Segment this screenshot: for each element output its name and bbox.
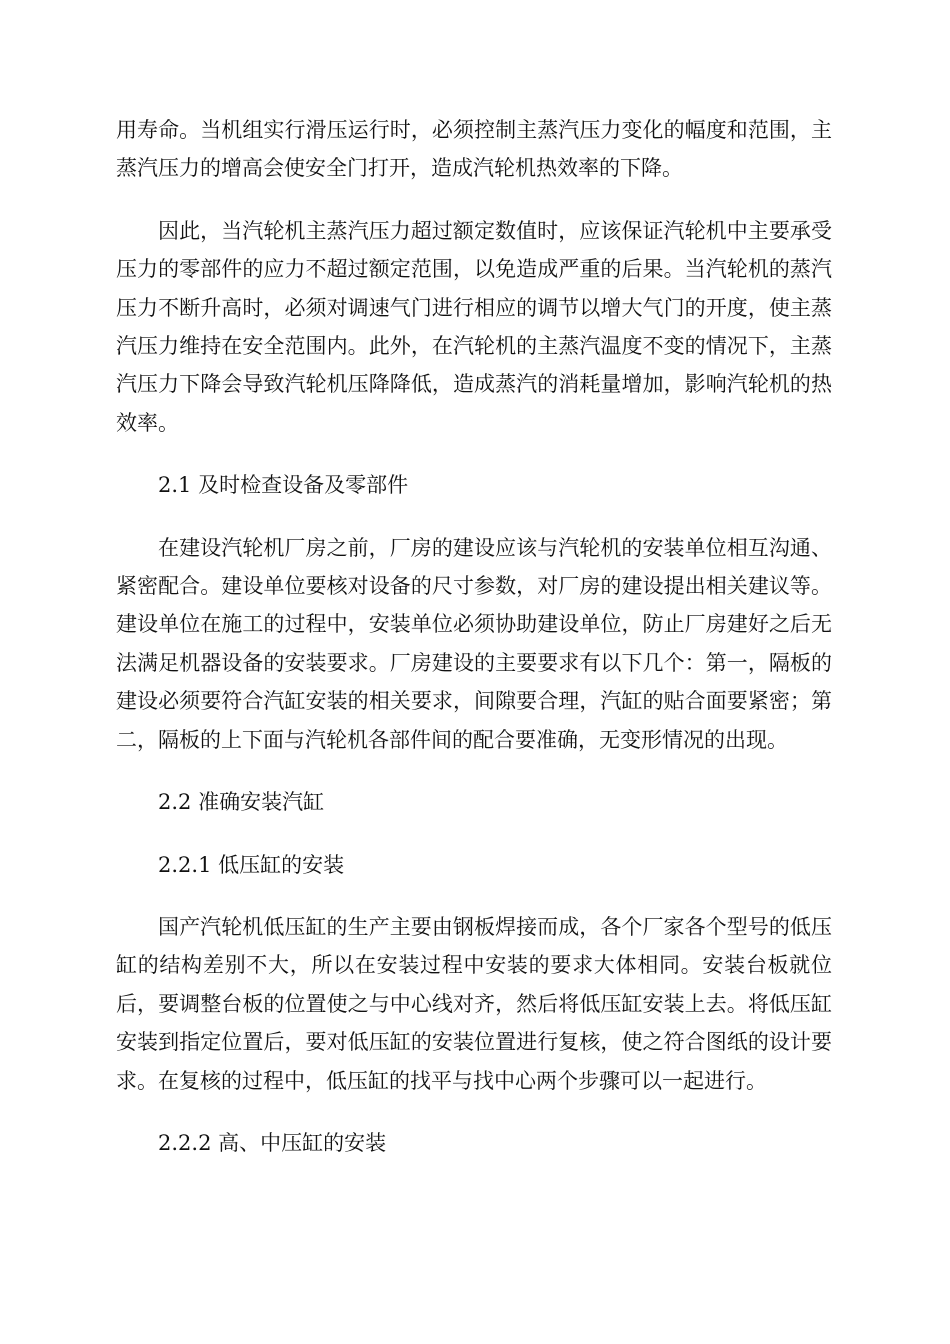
heading-2-1: 2.1 及时检查设备及零部件 [158, 473, 409, 498]
heading-2-2: 2.2 准确安装汽缸 [158, 790, 325, 815]
paragraph-low-pressure-cylinder: 国产汽轮机低压缸的生产主要由钢板焊接而成，各个厂家各个型号的低压缸的结构差别不大，所以在安装过程中安装的要求大体相同。安装台板就位后，要调整台板的位置使之与中心线对齐，然后将低压缸安装上去。将低压缸安装到指定位置后，要对低压缸的安装位置进行复核，使之符合图纸的设计要求。在复核的过程中，低压缸的找平与找中心两个步骤可以一起进行。 [116, 914, 832, 1093]
paragraph-service-life: 用寿命。当机组实行滑压运行时，必须控制主蒸汽压力变化的幅度和范围，主蒸汽压力的增高会使安全门打开，造成汽轮机热效率的下降。 [116, 118, 832, 181]
heading-2-2-1: 2.2.1 低压缸的安装 [158, 852, 345, 877]
paragraph-plant-construction: 在建设汽轮机厂房之前，厂房的建设应该与汽轮机的安装单位相互沟通、紧密配合。建设单位要核对设备的尺寸参数，对厂房的建设提出相关建议等。建设单位在施工的过程中，安装单位必须协助建设单位，防止厂房建好之后无法满足机器设备的安装要求。厂房建设的主要要求有以下几个：第一，隔板的建设必须要符合汽缸安装的相关要求，间隙要合理，汽缸的贴合面要紧密；第二，隔板的上下面与汽轮机各部件间的配合要准确，无变形情况的出现。 [116, 535, 832, 752]
paragraph-main-steam-pressure: 因此，当汽轮机主蒸汽压力超过额定数值时，应该保证汽轮机中主要承受压力的零部件的应力不超过额定范围，以免造成严重的后果。当汽轮机的蒸汽压力不断升高时，必须对调速气门进行相应的调节以增大气门的开度，使主蒸汽压力维持在安全范围内。此外，在汽轮机的主蒸汽温度不变的情况下，主蒸汽压力下降会导致汽轮机压降降低，造成蒸汽的消耗量增加，影响汽轮机的热效率。 [116, 218, 832, 435]
document-body [116, 111, 832, 1186]
heading-2-2-2: 2.2.2 高、中压缸的安装 [158, 1130, 387, 1155]
